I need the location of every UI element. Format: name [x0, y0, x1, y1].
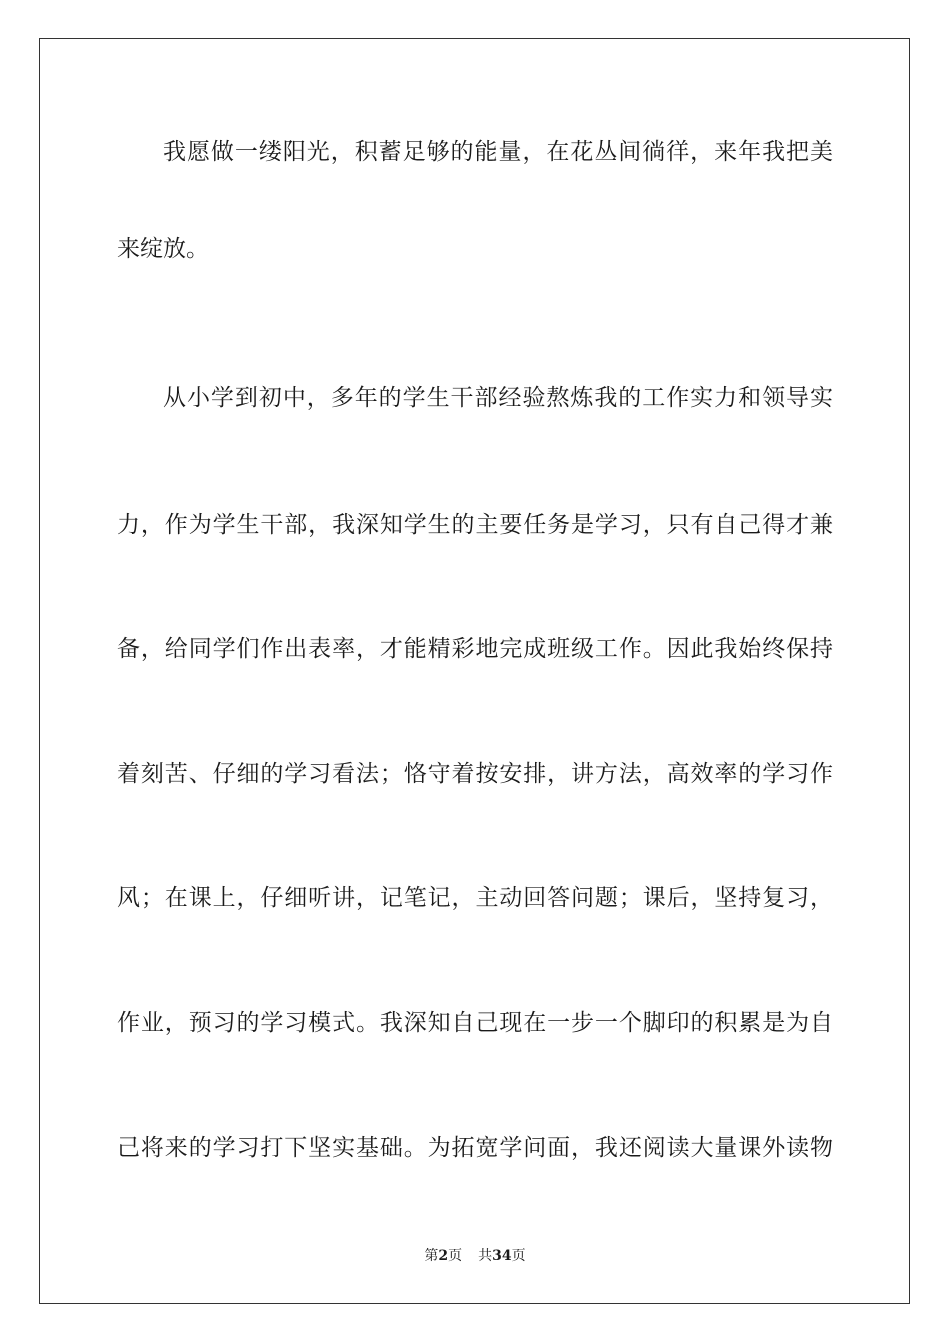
paragraph-line: 力，作为学生干部，我深知学生的主要任务是学习，只有自己得才兼	[117, 512, 833, 538]
paragraph-line: 着刻苦、仔细的学习看法；恪守着按安排，讲方法，高效率的学习作	[117, 761, 833, 787]
paragraph-line: 风；在课上，仔细听讲，记笔记，主动回答问题；课后，坚持复习，	[117, 885, 833, 911]
paragraph-line: 我愿做一缕阳光，积蓄足够的能量，在花丛间徜徉，来年我把美	[163, 139, 833, 165]
total-prefix: 共	[478, 1248, 493, 1264]
page-border	[39, 38, 910, 1304]
paragraph-line: 己将来的学习打下坚实基础。为拓宽学问面，我还阅读大量课外读物	[117, 1135, 833, 1161]
total-suffix: 页	[511, 1248, 526, 1264]
page-prefix: 第	[424, 1248, 439, 1264]
page-footer	[0, 1246, 950, 1266]
paragraph-line: 从小学到初中，多年的学生干部经验熬炼我的工作实力和领导实	[163, 385, 833, 411]
page-current: 2	[438, 1248, 449, 1264]
page-suffix: 页	[448, 1248, 463, 1264]
page-total: 34	[492, 1248, 512, 1264]
paragraph-line: 来绽放。	[117, 236, 209, 262]
paragraph-line: 作业，预习的学习模式。我深知自己现在一步一个脚印的积累是为自	[117, 1010, 833, 1036]
paragraph-line: 备，给同学们作出表率，才能精彩地完成班级工作。因此我始终保持	[117, 636, 833, 662]
